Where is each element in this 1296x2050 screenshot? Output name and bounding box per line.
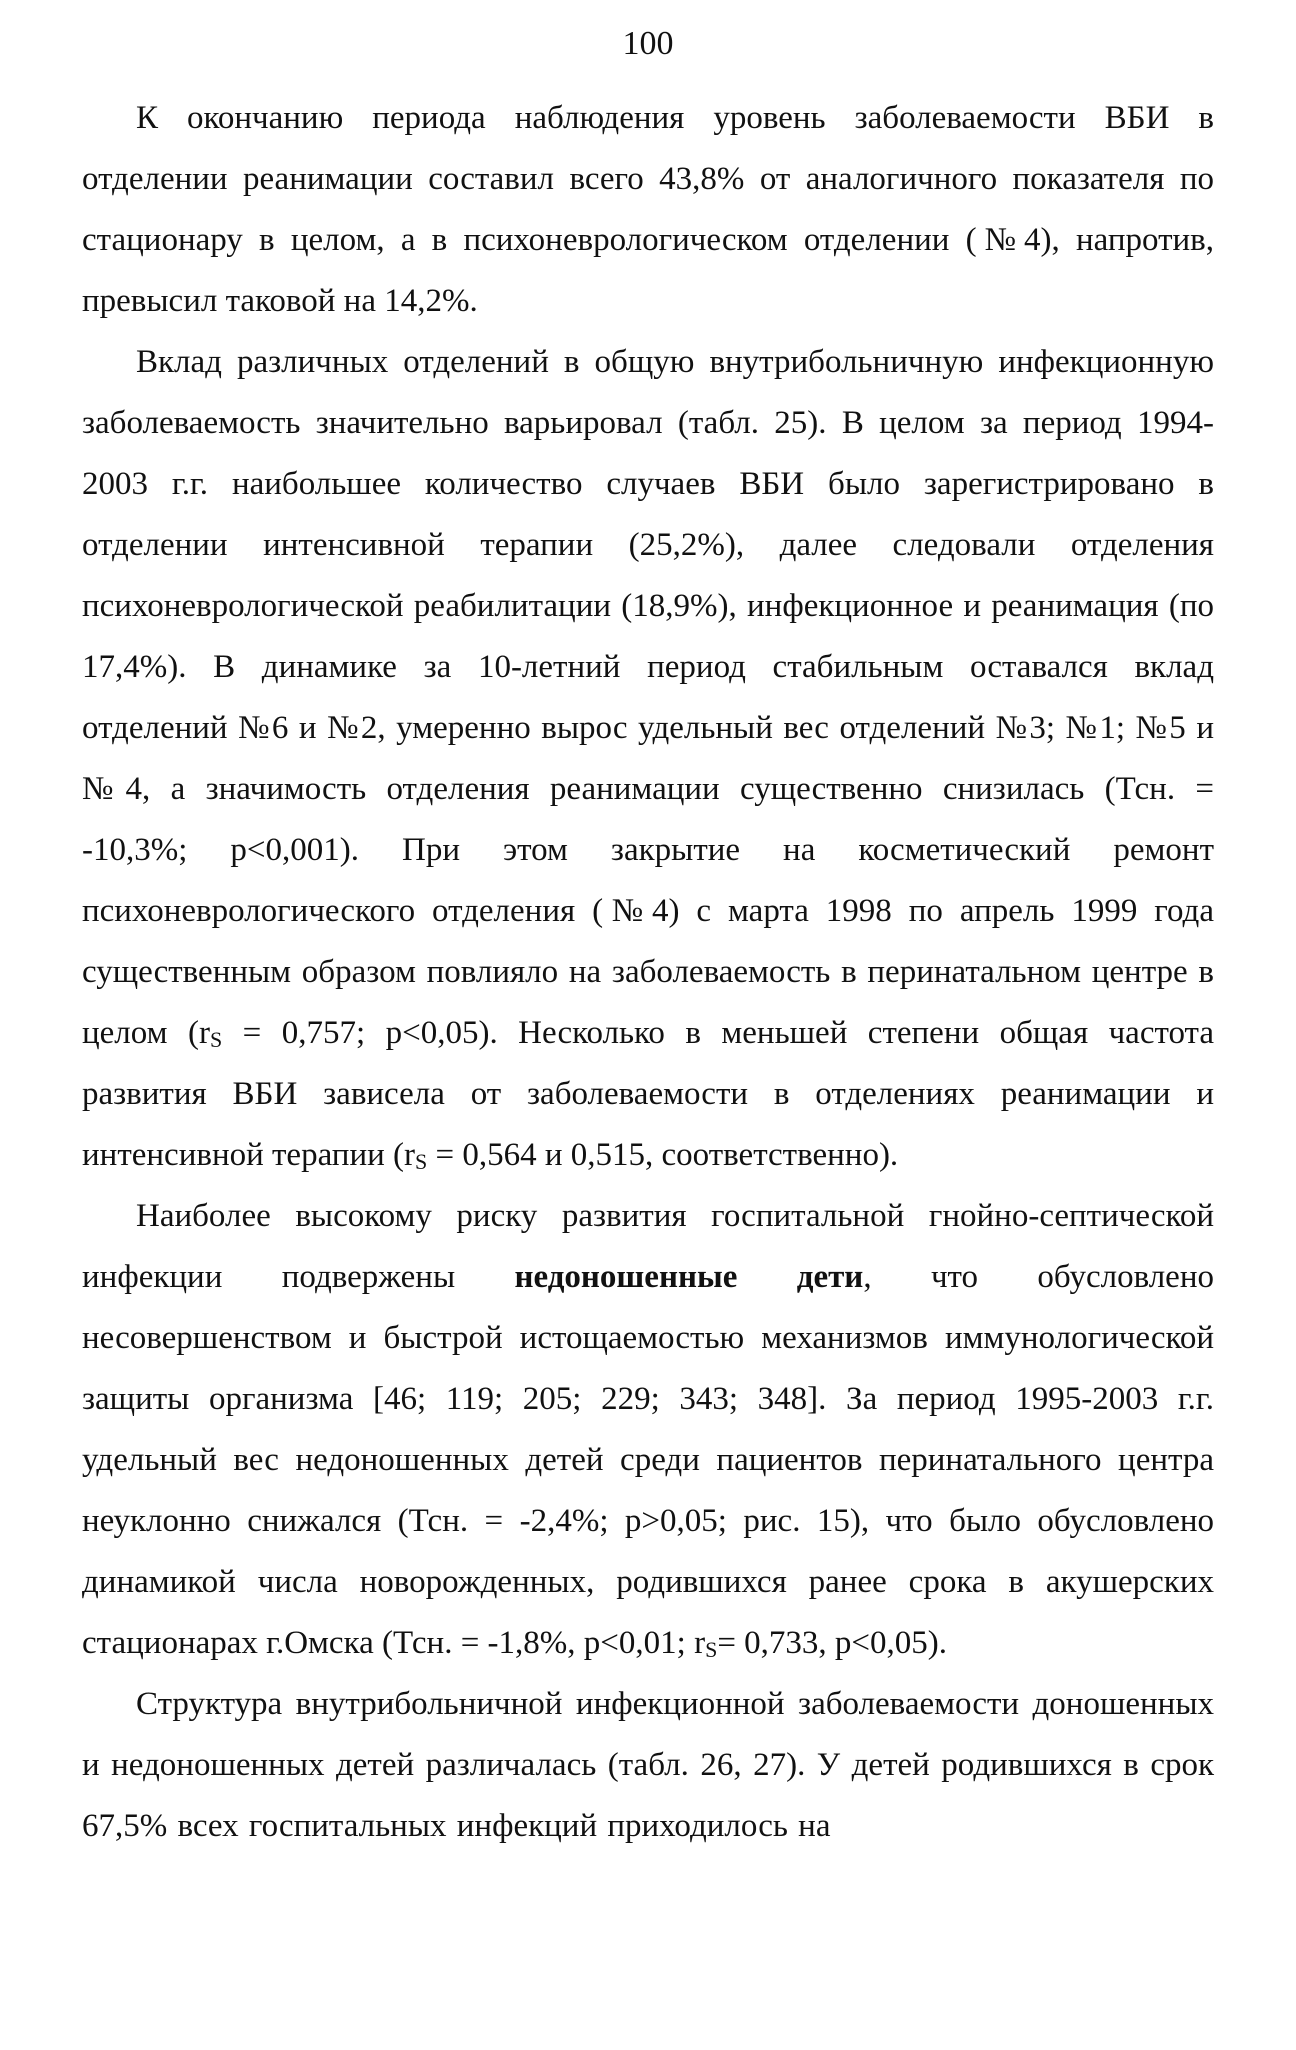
paragraph-3-part-c: = 0,733, p<0,05). xyxy=(717,1625,948,1661)
paragraph-1: К окончанию периода наблюдения уровень заболеваемости ВБИ в отделении реанимации составил всего 43,8% от аналогичного показателя по стационару в целом, а в психоневрологическом отделении (№4), напротив, превысил таковой на 14,2%. xyxy=(82,100,1214,319)
subscript-s: S xyxy=(705,1637,718,1662)
page-number: 100 xyxy=(622,25,674,62)
bold-term: недоношенные дети xyxy=(514,1259,864,1295)
subscript-s: S xyxy=(209,1027,223,1052)
paragraph-2-part-c: = 0,564 и 0,515, соответственно). xyxy=(427,1137,899,1173)
subscript-s: S xyxy=(415,1149,428,1174)
body-text xyxy=(82,88,1214,1857)
paragraph-3-part-a: Наиболее высокому риску развития госпитальной гнойно-септической инфекции подвержены xyxy=(82,1198,1214,1295)
paragraph-3-part-b: , что обусловлено несовершенством и быстрой истощаемостью механизмов иммунологической защиты организма [46; 119; 205; 229; 343; 348]. За период 1995-2003 г.г. удельный вес недоношенных детей среди пациентов перинатального центра неуклонно снижался (Тсн. = -2,4%; p>0,05; рис. 15), что было обусловлено динамикой числа новорожденных, родившихся ранее срока в акушерских стационарах г.Омска (Тсн. = -1,8%, p<0,01; r xyxy=(82,1259,1214,1661)
paragraph-2-part-a: Вклад различных отделений в общую внутрибольничную инфекционную заболеваемость значительно варьировал (табл. 25). В целом за период 1994-2003 г.г. наибольшее количество случаев ВБИ было зарегистрировано в отделении интенсивной терапии (25,2%), далее следовали отделения психоневрологической реабилитации (18,9%), инфекционное и реанимация (по 17,4%). В динамике за 10-летний период стабильным оставался вклад отделений №6 и №2, умеренно вырос удельный вес отделений №3; №1; №5 и №4, а значимость отделения реанимации существенно снизилась (Тсн. = -10,3%; p<0,001). При этом закрытие на косметический ремонт психоневрологического отделения (№4) с марта 1998 по апрель 1999 года существенным образом повлияло на заболеваемость в перинатальном центре в целом (r xyxy=(82,344,1214,1051)
paragraph-2 xyxy=(82,332,1214,1186)
paragraph-3 xyxy=(82,1186,1214,1674)
paragraph-4: Структура внутрибольничной инфекционной заболеваемости доношенных и недоношенных детей различалась (табл. 26, 27). У детей родившихся в срок 67,5% всех госпитальных инфекций приходилось на xyxy=(82,1686,1214,1844)
paragraph-2-part-b: = 0,757; p<0,05). Несколько в меньшей степени общая частота развития ВБИ зависела от заболеваемости в отделениях реанимации и интенсивной терапии (r xyxy=(82,1015,1214,1173)
